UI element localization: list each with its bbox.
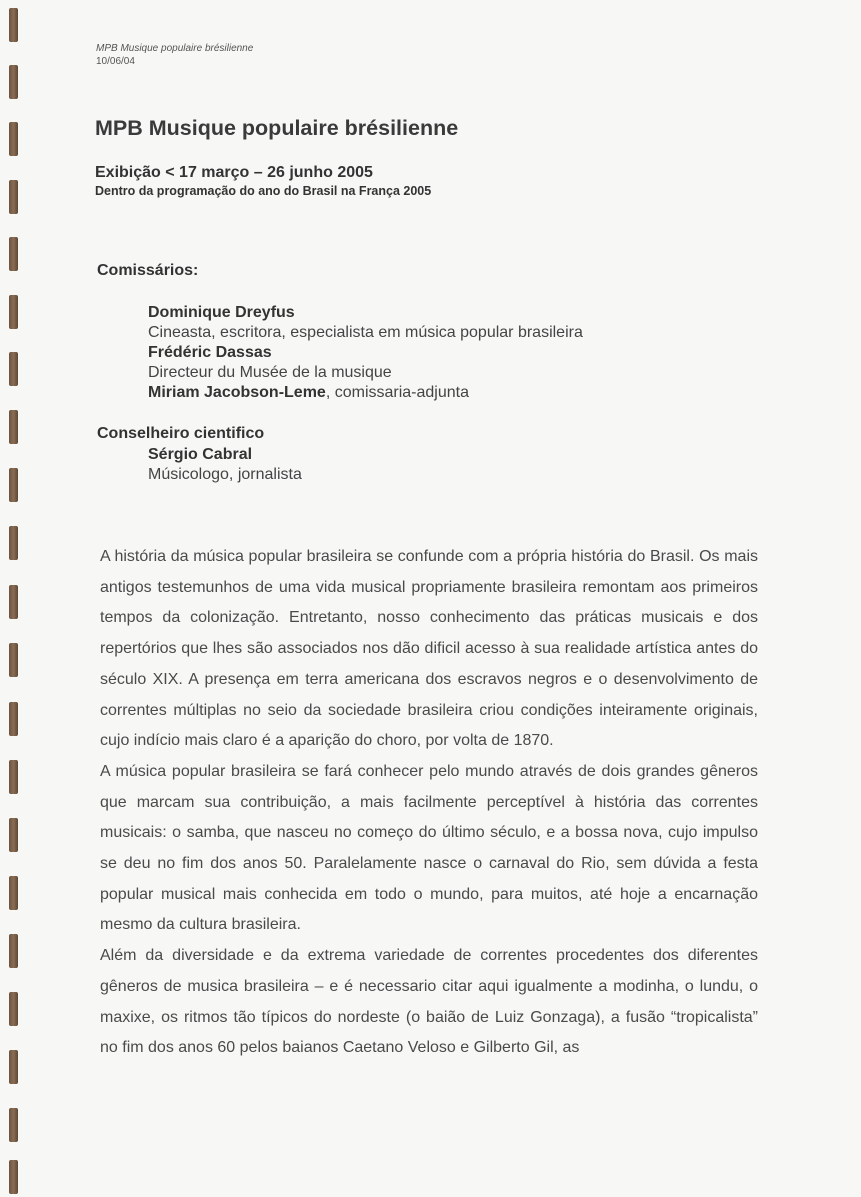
- body-text: [100, 542, 758, 1064]
- binding-hole: [9, 760, 18, 794]
- binding-hole: [9, 410, 18, 444]
- commissioner-name: Frédéric Dassas: [148, 344, 272, 361]
- advisor-heading: Conselheiro cientifico: [97, 425, 265, 442]
- binding-hole: [9, 934, 18, 968]
- binding-hole: [9, 643, 18, 677]
- binding-hole: [9, 352, 18, 386]
- binding-hole: [9, 818, 18, 852]
- binding-hole: [9, 8, 18, 42]
- binding-hole: [9, 876, 18, 910]
- program-note: Dentro da programação do ano do Brasil na França 2005: [95, 184, 432, 198]
- commissioner-role: Cineasta, escritora, especialista em música popular brasileira: [148, 324, 583, 341]
- header-title: MPB Musique populaire brésilienne: [96, 43, 254, 54]
- commissioner-name: Miriam Jacobson-Leme: [148, 384, 326, 401]
- commissioner-role: Directeur du Musée de la musique: [148, 364, 392, 381]
- binding-hole: [9, 702, 18, 736]
- page-title: MPB Musique populaire brésilienne: [95, 116, 459, 140]
- binding-hole: [9, 526, 18, 560]
- header-date: 10/06/04: [96, 56, 135, 67]
- paragraph: A história da música popular brasileira se confunde com a própria história do Brasil. Os mais antigos testemunhos de uma vida musical propriamente brasileira remontam aos primeiros tempos da colonização. Entretanto, nosso conhecimento das práticas musicais e dos repertórios que lhes são associados nos dão dificil acesso à sua realidade artística antes do século XIX. A presença em terra americana dos escravos negros e o desenvolvimento de correntes múltiplas no seio da sociedade brasileira criou condições inteiramente originais, cujo indício mais claro é a aparição do choro, por volta de 1870.: [100, 548, 758, 750]
- binding-hole: [9, 237, 18, 271]
- commissioners-heading: Comissários:: [97, 262, 199, 279]
- running-header: [96, 42, 253, 68]
- binding-hole: [9, 1108, 18, 1142]
- binding-hole: [9, 1160, 18, 1194]
- binding-hole: [9, 585, 18, 619]
- exhibit-dates: Exibição < 17 março – 26 junho 2005: [95, 164, 373, 181]
- binding-hole: [9, 1050, 18, 1084]
- commissioner-name: Dominique Dreyfus: [148, 304, 295, 321]
- commissioner-role: , comissaria-adjunta: [325, 384, 469, 401]
- binding-hole: [9, 122, 18, 156]
- paragraph: Além da diversidade e da extrema variedade de correntes procedentes dos diferentes gêneros de musica brasileira – e é necessario citar aqui igualmente a modinha, o lundu, o maxixe, os ritmos tão típicos do nordeste (o baião de Luiz Gonzaga), a fusão “tropicalista” no fim dos anos 60 pelos baianos Caetano Veloso e Gilberto Gil, as: [100, 947, 758, 1057]
- binding-hole: [9, 65, 18, 99]
- binding-hole: [9, 295, 18, 329]
- advisor-role: Músicologo, jornalista: [148, 466, 302, 483]
- advisor-name: Sérgio Cabral: [148, 446, 253, 463]
- commissioner-entry: [148, 383, 469, 403]
- binding-hole: [9, 468, 18, 502]
- binding-hole: [9, 992, 18, 1026]
- binding-hole: [9, 180, 18, 214]
- spiral-binding: [0, 0, 30, 1197]
- paragraph: A música popular brasileira se fará conhecer pelo mundo através de dois grandes gêneros que marcam sua contribuição, a mais facilmente perceptível à história das correntes musicais: o samba, que nasceu no começo do último século, e a bossa nova, cujo impulso se deu no fim dos anos 50. Paralelamente nasce o carnaval do Rio, sem dúvida a festa popular musical mais conhecida em todo o mundo, para muitos, até hoje a encarnação mesmo da cultura brasileira.: [100, 762, 758, 934]
